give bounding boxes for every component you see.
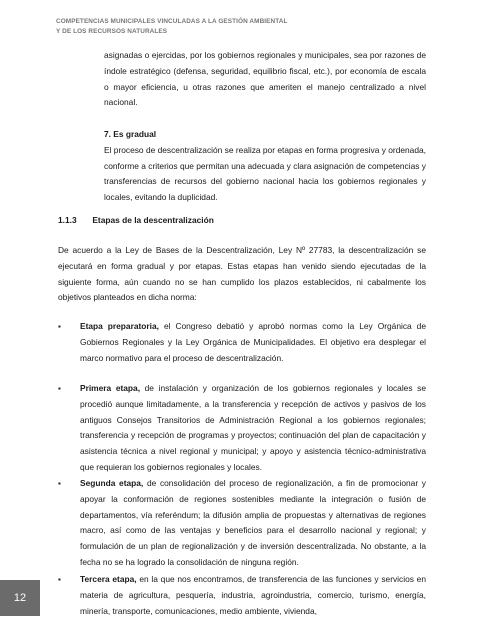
section-number: 1.1.3 xyxy=(58,215,77,225)
list-item xyxy=(80,381,426,476)
list-item xyxy=(80,476,426,571)
bullet-lead: Segunda etapa, xyxy=(80,478,144,488)
section-title: Etapas de la descentralización xyxy=(92,215,214,225)
bullet-marker: ▪ xyxy=(58,479,61,488)
page-number: 12 xyxy=(0,580,40,616)
section-heading xyxy=(58,213,214,229)
intro-continuation xyxy=(104,48,426,111)
bullet-text: el Congreso debatió y aprobó normas como la Ley Orgánica de Gobiernos Regionales y la Ley Orgánica de Municipalidades. El objetivo era desplegar el marco normativo para el proceso de descentralización. xyxy=(80,321,426,363)
bullet-lead: Tercera etapa, xyxy=(80,574,137,584)
bullet-marker: ▪ xyxy=(58,575,61,584)
list-item xyxy=(80,319,426,366)
bullet-lead: Etapa preparatoria, xyxy=(80,321,159,331)
gradual-text: El proceso de descentralización se realiza por etapas en forma progresiva y ordenada, conforme a criterios que permitan una adecuada y clara asignación de competencias y transferencias de recursos del gobierno nacional hacia los gobiernos regionales y locales, evitando la duplicidad. xyxy=(104,144,426,203)
bullet-marker: ▪ xyxy=(58,322,61,331)
bullet-lead: Primera etapa, xyxy=(80,383,141,393)
gradual-item xyxy=(104,127,426,206)
header-line-1: COMPETENCIAS MUNICIPALES VINCULADAS A LA GESTIÓN AMBIENTAL xyxy=(56,18,288,25)
intro-text: asignadas o ejercidas, por los gobiernos regionales y municipales, sea por razones de índole estratégico (defensa, seguridad, equilibrio fiscal, etc.), por economía de escala o mayor eficiencia, u otras razones que ameriten el manejo centralizado a nivel nacional. xyxy=(104,50,426,108)
header-line-2: Y DE LOS RECURSOS NATURALES xyxy=(56,28,168,35)
bullet-text: de instalación y organización de los gobiernos regionales y locales se procedió aunque limitadamente, a la transferencia y recepción de activos y pasivos de los antiguos Consejos Transitorios de Administración Regional a los gobiernos regionales; transferencia y recepción de programas y proyectos; continuación del plan de capacitación y asistencia técnica a nivel regional y municipal; y apoyo y asistencia técnico-administrativa que requieran los gobiernos regionales y locales. xyxy=(80,383,426,472)
bullet-text: en la que nos encontramos, de transferencia de las funciones y servicios en materia de agricultura, pesquería, industria, agroindustria, comercio, turismo, energía, minería, transporte, comunicaciones, medio ambiente, vivienda, xyxy=(80,574,426,616)
body-paragraph xyxy=(58,243,426,306)
bullet-text: de consolidación del proceso de regionalización, a fin de promocionar y apoyar la conformación de regiones sostenibles mediante la integración o fusión de departamentos, vía referéndum; la difusión amplia de propuestas y alternativas de regiones macro, así como de las ventajas y beneficios para el desarrollo nacional y regional; y formulación de un plan de regionalización y de inversión descentralizada. No obstante, a la fecha no se ha logrado la consolidación de ninguna región. xyxy=(80,478,426,567)
running-header xyxy=(56,17,456,37)
bullet-marker: ▪ xyxy=(58,384,61,393)
gradual-title: 7. Es gradual xyxy=(104,129,157,139)
list-item xyxy=(80,572,426,619)
paragraph-text: De acuerdo a la Ley de Bases de la Descentralización, Ley Nº 27783, la descentralización se ejecutará en forma gradual y por etapas. Estas etapas han venido siendo ejecutadas de la siguiente forma, aún cuando no se han cumplido los plazos establecidos, ni cabalmente los objetivos planteados en dicha norma: xyxy=(58,245,426,303)
